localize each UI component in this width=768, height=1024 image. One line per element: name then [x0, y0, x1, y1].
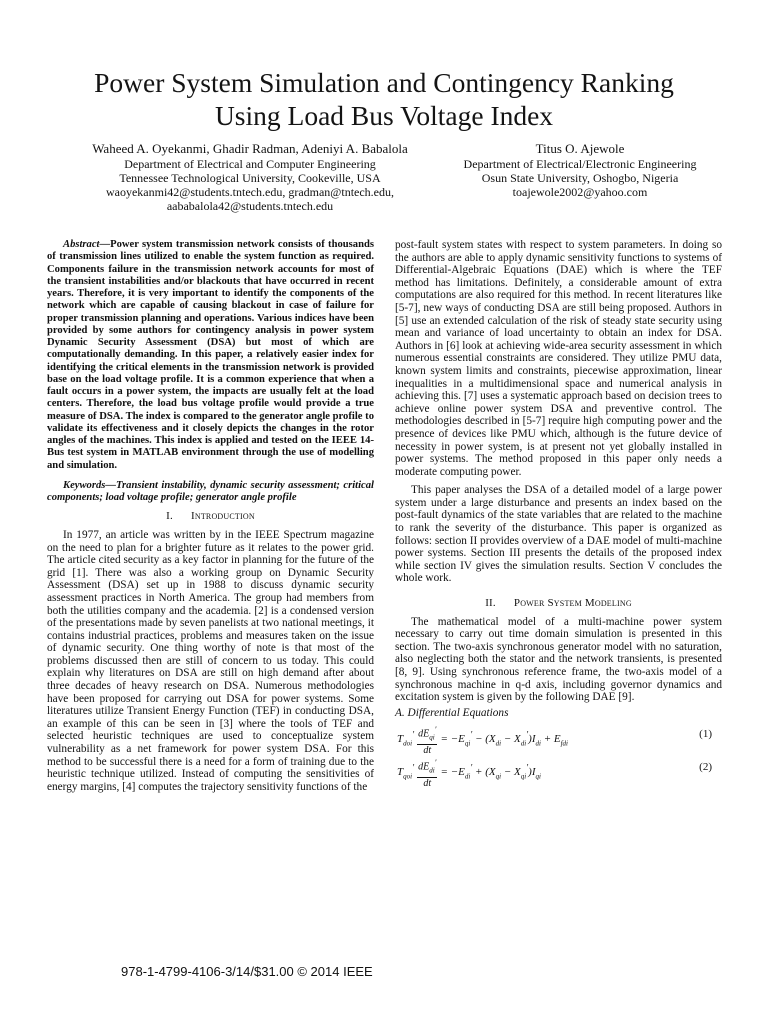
paragraph: This paper analyses the DSA of a detailed model of a large power system under a large disturbance and presents an index based on the post-fault dynamics of the state variables that are related to the machine to rank the severity of the disturbance. This paper is organized as follows: section II provides overview of a DAE model of multi-machine power systems. Section III presents the details of the proposed index while section IV gives the simulation results. Section V concludes the whole work. [395, 484, 722, 585]
author-university: Osun State University, Oshogbo, Nigeria [481, 171, 679, 185]
subsection-heading: A. Differential Equations [395, 706, 509, 719]
paragraph: In 1977, an article was written by in the IEEE Spectrum magazine on the need to plan for a brighter future as it relates to the power grid. The article cited security as a key factor in planning for the future of the grid [1]. There was also a working group on Dynamic Security Assessment (DSA) set up in 1988 to discuss dynamic security assessment practices in North America. The group had members from both the utilities company and the academia. [2] is a condensed version of the presentations made by seven panelists at two national meetings, it contains industrial practices, problems and measures taken on the issue of dynamic security. One thing worthy of note is that most of the problems discussed then are still of concern to us today. This could explain why literatures on DSA are still on high demand after about three decades of heavy research on DSA. Numerous methodologies have been proposed for carrying out DSA for power systems. Some literatures utilize Transient Energy Function (TEF) in conducting DSA, an example of this can be seen in [3] where the tools of TEF and selected heuristic techniques are used to conceptualize system vulnerability as a net framework for power system DSA. For this method to be successful there is a need for a form of training due to the heuristic technique utilized. Instead of computing the sensitivities of energy margins, [4] computes the trajectory sensitivity functions of the [47, 528, 374, 793]
title-line-1: Power System Simulation and Contingency Ranking [94, 67, 674, 98]
author-university: Tennessee Technological University, Cookeville, USA [119, 171, 381, 185]
title-line-2: Using Load Bus Voltage Index [214, 100, 554, 131]
section-heading [395, 597, 722, 610]
equation-1 [395, 722, 722, 755]
abstract-text: —Power system transmission network consists of thousands of transmission lines utilized to enable the system function as required. Components failure in the transmission network accounts for most of the transient instabilities and/or blackouts that have occurred in recent years. Therefore, it is very important to identify the components of the network which are capable of causing blackout in case of failure for proper transmission planning and operations. Various indices have been provided by some authors for contingency analysis in power system Dynamic Security Assessment (DSA) but most of which are computationally demanding. In this paper, a relatively easier index for identifying the critical elements in the transmission network is provided base on the load voltage profile. It is a common experience that when a fault occurs in a power system, the impacts are usually felt at the load centers. Therefore, the load bus voltage profile would provide a true measure of DSA. The index is compared to the generator angle profile to validate its effectiveness and it closely depicts the changes in the rotor angles of the machines. This index is applied and tested on the IEEE 14-Bus test system in MATLAB environment through the use of modelling and simulation. [47, 239, 374, 471]
section-number: II. [485, 597, 496, 610]
equation-number: (2) [699, 761, 712, 774]
author-block-left [70, 141, 430, 213]
author-email: toajewole2002@yahoo.com [512, 185, 648, 199]
right-column [395, 239, 722, 788]
equation-1-body: $T_{doi}'$ $\frac{dE_{qi}'}{dt}$ = $-E_{qi}' - (X_{di} - X_{di}')I_{di} + E_{fdi}$ [397, 725, 568, 756]
paragraph: post-fault system states with respect to system parameters. In doing so the authors are able to apply dynamic sensitivity functions to systems of Differential-Algebraic Equations (DAE) which is where the TEF method has limitations. Definitely, a considerable amount of extra computations are also required for this method. In recent literatures like [5-7], new ways of conducting DSA are still being proposed. Authors in [5] use an extended calculation of the risk of steady state security using mean and variance of load uncertainty to obtain an index for DSA. Authors in [6] look at achieving wide-area security assessment in which numerous essential constraints are considered. They utilize PMU data, known system limits and constraints, piecewise approximation, linear inequalities in a multidimensional space and numerical analysis in achieving this. [7] uses a systematic approach based on decision trees to achieve online power system DSA and preventive control. The methodologies described in [5-7] require high computing power and the presence of devices like PMU which, although is the future device of necessity in power system, is at present not yet globally installed in power systems. The method proposed in this paper only needs a moderate computing power. [395, 239, 722, 478]
section-title: Introduction [190, 510, 255, 523]
keywords: Keywords—Transient instability, dynamic security assessment; critical components; load voltage profile; generator angle profile [47, 479, 374, 504]
left-column [47, 239, 374, 793]
equation-2-body: $T_{qoi}'$ $\frac{dE_{di}'}{dt}$ = $-E_{di}' + (X_{qi} - X_{qi}')I_{qi}$ [397, 758, 541, 789]
paragraph: The mathematical model of a multi-machine power system necessary to carry out time domain simulation is presented in this section. The two-axis synchronous generator model with no saturation, also neglecting both the stator and the network transients, is presented [8, 9]. Using synchronous reference frame, the two-axis model of a synchronous machine in q-d axis, including governor dynamics and excitation system is given by the following DAE [9]. [395, 615, 722, 704]
section-number: I. [166, 510, 173, 523]
copyright-footer: 978-1-4799-4106-3/14/$31.00 © 2014 IEEE [121, 964, 373, 979]
author-block-right [430, 141, 730, 199]
author-department: Department of Electrical/Electronic Engineering [463, 157, 697, 171]
author-names: Titus O. Ajewole [535, 141, 625, 156]
paper-title [0, 66, 768, 132]
abstract [47, 239, 374, 472]
author-names: Waheed A. Oyekanmi, Ghadir Radman, Adeniyi A. Babalola [92, 141, 408, 156]
section-heading [47, 510, 374, 523]
author-department: Department of Electrical and Computer Engineering [124, 157, 376, 171]
section-title: Power System Modeling [513, 597, 632, 610]
equation-2 [395, 755, 722, 788]
author-email: waoyekanmi42@students.tntech.edu, gradman@tntech.edu, [105, 185, 395, 199]
equation-number: (1) [699, 728, 712, 741]
abstract-lead: Abstract [63, 239, 100, 250]
author-email: aababalola42@students.tntech.edu [166, 199, 334, 213]
